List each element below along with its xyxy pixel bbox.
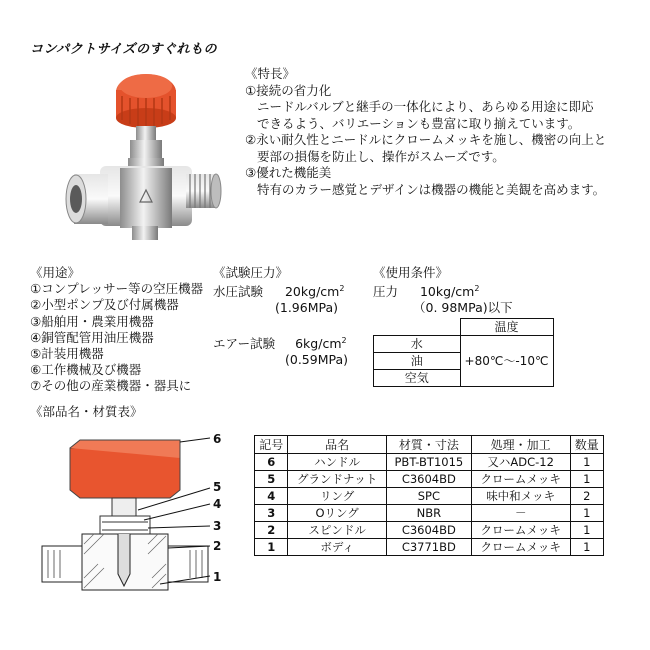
temp-range: +80℃～-10℃ [460, 335, 553, 387]
fluid-cell: 油 [374, 353, 461, 370]
table-row [255, 522, 604, 539]
cell: 2 [570, 488, 604, 505]
temp-header: 温度 [460, 318, 553, 335]
water-test-label: 水圧試験 [213, 284, 264, 300]
features-heading: 《特長》 [245, 66, 296, 81]
parts-heading: 《部品名・材質表》 [30, 404, 143, 419]
cell: － [471, 505, 570, 522]
table-row [255, 488, 604, 505]
feature-2-line: 要部の損傷を防止し、操作がスムーズです。 [257, 148, 505, 164]
air-test-sup: 2 [341, 335, 347, 345]
test-pressure-section [213, 265, 348, 368]
feature-2-head: ②永い耐久性とニードルにクロームメッキを施し、機密の向上と [245, 132, 607, 147]
cell: 5 [255, 471, 288, 488]
cell: スピンドル [288, 522, 386, 539]
cell: 4 [255, 488, 288, 505]
cell: ボディ [288, 539, 386, 556]
cell: Oリング [288, 505, 386, 522]
feature-1-line: できるよう、バリエーションも豊富に取り揃えています。 [257, 115, 581, 131]
cell: 6 [255, 454, 288, 471]
table-row [255, 454, 604, 471]
cell: C3604BD [386, 522, 471, 539]
use-item: ⑤計装用機器 [30, 346, 104, 362]
water-test-sup: 2 [339, 284, 345, 294]
callout-2: 2 [213, 539, 222, 553]
feature-1-line: ニードルバルブと継手の一体化により、あらゆる用途に即応 [257, 99, 594, 114]
use-item: ③船舶用・農業用機器 [30, 313, 154, 329]
cell: 1 [570, 539, 604, 556]
cell: 1 [570, 522, 604, 539]
callout-6: 6 [213, 432, 222, 446]
pressure-mpa: （0. 98MPa)以下 [413, 300, 513, 316]
valve-cross-section-diagram [40, 428, 240, 608]
use-item: ⑥工作機械及び機器 [30, 362, 142, 378]
col-header: 記号 [255, 436, 288, 454]
cell: クロームメッキ [471, 539, 570, 556]
cell: 1 [570, 505, 604, 522]
use-item: ①コンプレッサー等の空圧機器 [30, 281, 204, 297]
cell: 2 [255, 522, 288, 539]
water-test-value: 20kg/cm [284, 284, 340, 300]
callout-5: 5 [213, 480, 222, 494]
use-item: ④銅管配管用油圧機器 [30, 329, 154, 345]
uses-section [30, 265, 203, 395]
use-item: ②小型ポンプ及び付属機器 [30, 297, 179, 313]
page-title: コンパクトサイズのすぐれもの [30, 42, 218, 57]
callout-4: 4 [213, 497, 222, 511]
pressure-sup: 2 [474, 284, 480, 294]
fluid-cell: 水 [374, 335, 461, 352]
cell: 3 [255, 505, 288, 522]
cell: クロームメッキ [471, 522, 570, 539]
water-test-mpa: (1.96MPa) [275, 300, 339, 316]
cell: NBR [386, 505, 471, 522]
valve-photo [60, 62, 240, 252]
feature-3-head: ③優れた機能美 [245, 165, 332, 180]
col-header: 品名 [288, 436, 386, 454]
feature-1-head: ①接続の省力化 [245, 82, 332, 98]
col-header: 材質・寸法 [386, 436, 471, 454]
pressure-value: 10kg/cm [419, 284, 475, 300]
table-row [255, 471, 604, 488]
cell: ハンドル [288, 454, 386, 471]
callout-1: 1 [213, 570, 222, 584]
temperature-table [373, 318, 554, 388]
test-pressure-heading: 《試験圧力》 [213, 265, 289, 280]
cell: 1 [255, 539, 288, 556]
cell: リング [288, 488, 386, 505]
conditions-section [373, 265, 554, 387]
use-item: ⑦その他の産業機器・器具に [30, 378, 192, 394]
cell: 味中和メッキ [471, 488, 570, 505]
cell: PBT-BT1015 [386, 454, 471, 471]
cell: グランドナット [288, 471, 386, 488]
table-row [255, 505, 604, 522]
cell: C3604BD [386, 471, 471, 488]
table-row [255, 539, 604, 556]
air-test-label: エアー試験 [213, 335, 276, 351]
air-test-mpa: (0.59MPa) [285, 351, 349, 367]
conditions-heading: 《使用条件》 [373, 265, 449, 280]
cell: 1 [570, 471, 604, 488]
features-section [245, 66, 606, 198]
parts-table [254, 435, 604, 556]
feature-3-line: 特有のカラー感覚とデザインは機器の機能と美観を高めます。 [257, 181, 606, 197]
cell: 1 [570, 454, 604, 471]
col-header: 数量 [570, 436, 604, 454]
col-header: 処理・加工 [471, 436, 570, 454]
fluid-cell: 空気 [374, 370, 461, 387]
cell: SPC [386, 488, 471, 505]
uses-heading: 《用途》 [30, 265, 81, 280]
cell: 又ハADC-12 [471, 454, 570, 471]
air-test-value: 6kg/cm [295, 335, 342, 351]
cell: C3771BD [386, 539, 471, 556]
cell: クロームメッキ [471, 471, 570, 488]
pressure-label: 圧力 [373, 284, 399, 300]
callout-3: 3 [213, 519, 222, 533]
